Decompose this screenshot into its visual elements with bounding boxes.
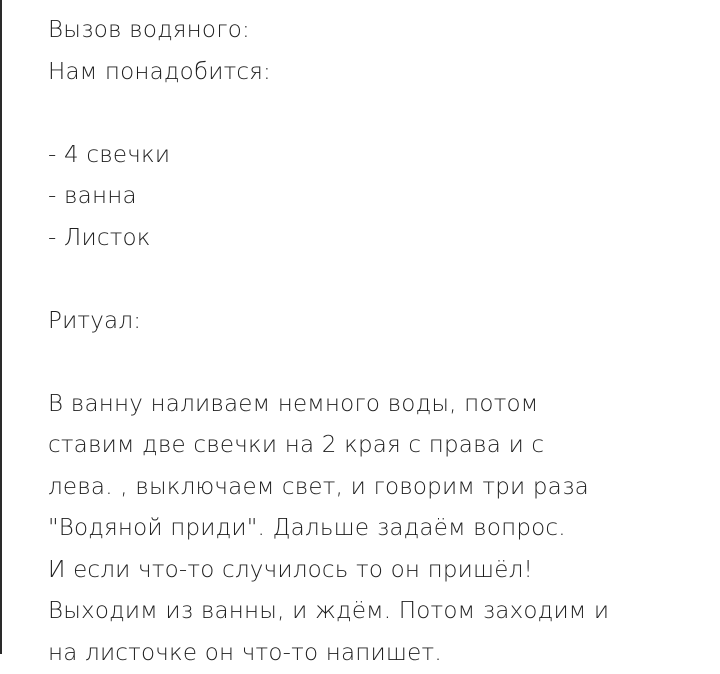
list-item: - ванна [48,176,708,218]
ritual-line: лева. , выключаем свет, и говорим три раза [48,467,708,509]
ritual-line: В ванну наливаем немного воды, потом [48,384,708,426]
list-item: - Листок [48,218,708,260]
ritual-line: на листочке он что-то напишет. [48,633,708,674]
blank-line [48,93,708,135]
note-title: Вызов водяного: [48,10,708,52]
ritual-heading: Ритуал: [48,301,708,343]
left-border-line [0,0,2,654]
ritual-line: Выходим из ванны, и ждём. Потом заходим и [48,591,708,633]
blank-line [48,342,708,384]
ritual-line: И если что-то случилось то он пришёл! [48,550,708,592]
needs-heading: Нам понадобится: [48,52,708,94]
blank-line [48,259,708,301]
list-item: - 4 свечки [48,135,708,177]
ritual-line: ставим две свечки на 2 края с права и с [48,425,708,467]
note-text [48,10,708,674]
ritual-line: "Водяной приди". Дальше задаём вопрос. [48,508,708,550]
